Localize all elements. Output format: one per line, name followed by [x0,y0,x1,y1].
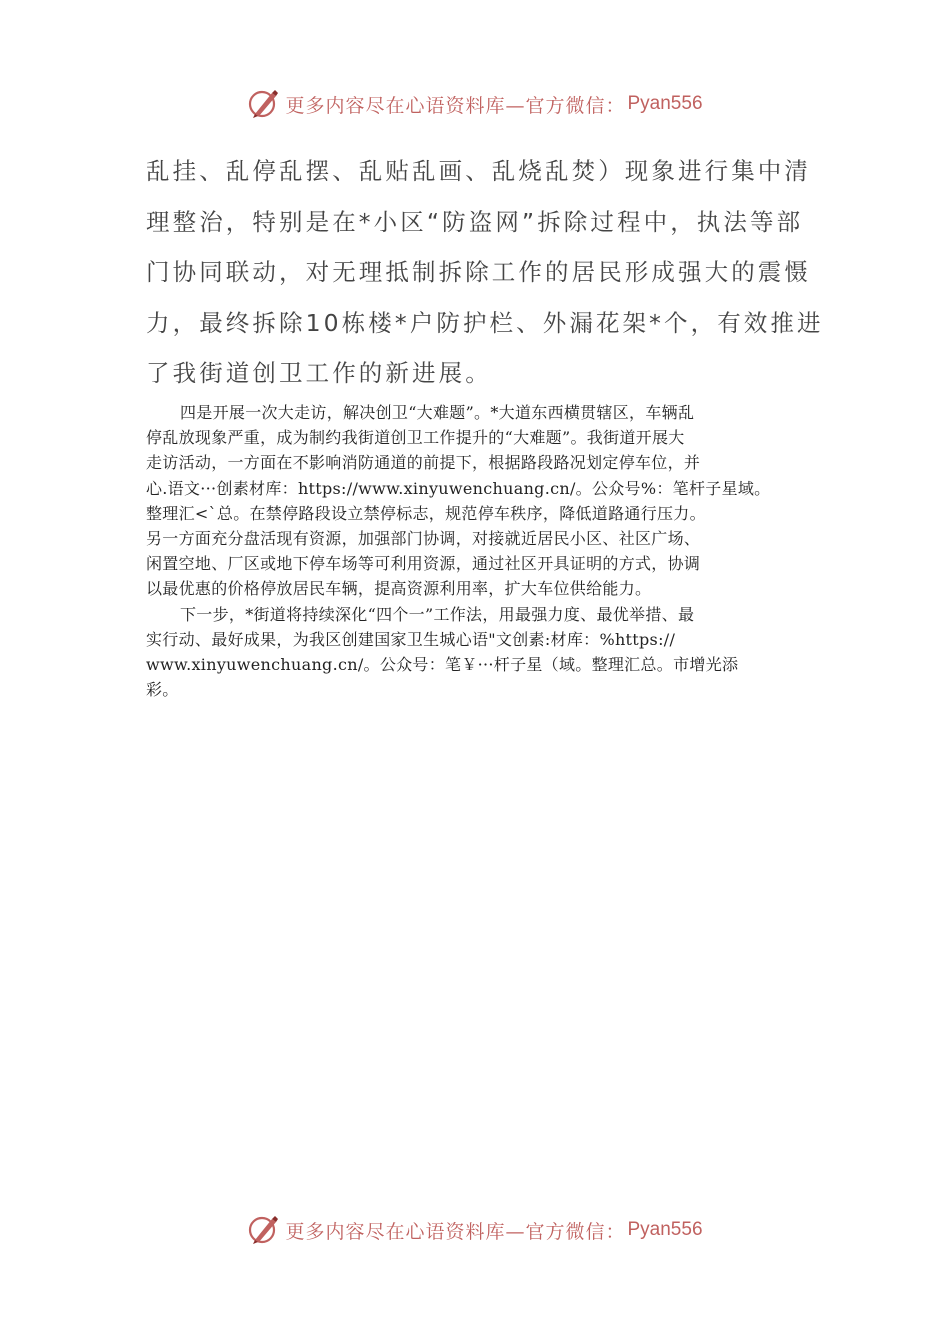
banner-text: 更多内容尽在心语资料库—官方微信： [285,94,626,117]
text-line: 下一步，*街道将持续深化“四个一”工作法，用最强力度、最优举措、最 [180,604,695,624]
pen-nib-logo-icon [247,87,281,121]
paragraph-five [146,602,811,703]
text-line: 彩。 [146,680,179,700]
paragraph-large [146,146,824,399]
text-line: 了我街道创卫工作的新进展。 [146,359,492,387]
text-line: www.xinyuwenchuang.cn/。公众号：笔￥···杆子星（域。整理汇总。市增光添 [146,655,739,675]
text-line: 停乱放现象严重，成为制约我街道创卫工作提升的“大难题”。我街道开展大 [146,428,685,448]
body-small-text [146,400,811,702]
banner-wechat-id: Pyan556 [627,93,703,114]
header-banner [0,84,950,124]
text-line: 闲置空地、厂区或地下停车场等可利用资源，通过社区开具证明的方式，协调 [146,554,701,574]
text-line: 另一方面充分盘活现有资源，加强部门协调，对接就近居民小区、社区广场、 [146,529,701,549]
text-line: 乱挂、乱停乱摆、乱贴乱画、乱烧乱焚）现象进行集中清 [146,157,811,185]
text-line: 门协同联动，对无理抵制拆除工作的居民形成强大的震慑 [146,258,811,286]
text-line: 心.语文···创素材库：https://www.xinyuwenchuang.cn/。公众号%：笔杆子星域。 [146,478,771,498]
footer-banner [0,1210,950,1250]
text-line: 力，最终拆除10栋楼*户防护栏、外漏花架*个，有效推进 [146,308,824,337]
paragraph-four [146,400,811,602]
text-line: 实行动、最好成果，为我区创建国家卫生城心语"文创素:材库：%https:// [146,629,676,649]
text-line: 以最优惠的价格停放居民车辆，提高资源利用率，扩大车位供给能力。 [146,579,652,599]
text-line: 整理汇<`总。在禁停路段设立禁停标志，规范停车秩序，降低道路通行压力。 [146,503,706,523]
pen-nib-logo-icon [247,1213,281,1247]
text-line: 四是开展一次大走访，解决创卫“大难题”。*大道东西横贯辖区，车辆乱 [180,403,695,422]
banner-wechat-id: Pyan556 [627,1219,703,1240]
text-line: 理整治，特别是在*小区“防盗网”拆除过程中，执法等部 [146,207,804,236]
banner-text: 更多内容尽在心语资料库—官方微信： [285,1220,626,1243]
text-line: 走访活动，一方面在不影响消防通道的前提下，根据路段路况划定停车位，并 [146,453,701,473]
